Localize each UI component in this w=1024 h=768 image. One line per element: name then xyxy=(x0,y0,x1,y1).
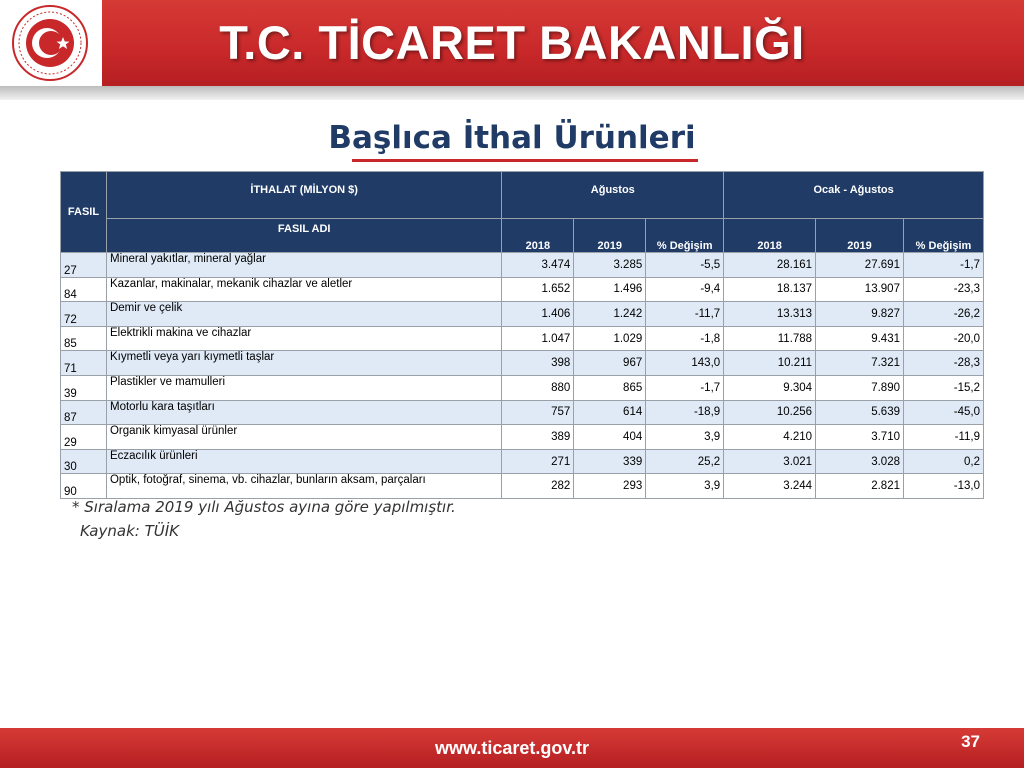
section-title-underline xyxy=(352,159,698,162)
section-title: Başlıca İthal Ürünleri xyxy=(328,120,696,156)
header-fasil-name: FASIL ADI xyxy=(106,219,501,253)
header-ytd-2018: 2018 xyxy=(724,219,816,253)
cell-ytd-2019: 9.827 xyxy=(816,302,904,327)
header-ytd-change: % Değişim xyxy=(903,219,983,253)
cell-code: 87 xyxy=(61,400,107,425)
cell-ytd-2019: 13.907 xyxy=(816,277,904,302)
header-group-jan-aug: Ocak - Ağustos xyxy=(724,172,984,219)
cell-ytd-2018: 3.244 xyxy=(724,474,816,499)
cell-ytd-change: -13,0 xyxy=(903,474,983,499)
table-row xyxy=(61,253,984,278)
cell-aug-2019: 614 xyxy=(574,400,646,425)
cell-ytd-change: -28,3 xyxy=(903,351,983,376)
cell-aug-2019: 404 xyxy=(574,425,646,450)
cell-aug-2019: 339 xyxy=(574,449,646,474)
header-aug-change: % Değişim xyxy=(646,219,724,253)
cell-aug-change: 3,9 xyxy=(646,425,724,450)
table-row xyxy=(61,351,984,376)
page-number: 37 xyxy=(961,732,980,751)
cell-aug-2019: 1.496 xyxy=(574,277,646,302)
cell-name: Eczacılık ürünleri xyxy=(106,449,501,474)
cell-aug-2018: 757 xyxy=(502,400,574,425)
cell-ytd-2018: 9.304 xyxy=(724,375,816,400)
cell-ytd-2019: 5.639 xyxy=(816,400,904,425)
cell-aug-change: -18,9 xyxy=(646,400,724,425)
ministry-seal-icon xyxy=(5,3,95,83)
cell-aug-2019: 1.029 xyxy=(574,326,646,351)
cell-name: Plastikler ve mamulleri xyxy=(106,375,501,400)
cell-ytd-2018: 10.256 xyxy=(724,400,816,425)
cell-code: 39 xyxy=(61,375,107,400)
cell-aug-2018: 389 xyxy=(502,425,574,450)
table-row xyxy=(61,302,984,327)
cell-ytd-2018: 11.788 xyxy=(724,326,816,351)
cell-ytd-2018: 10.211 xyxy=(724,351,816,376)
imports-table xyxy=(60,171,984,499)
cell-ytd-2019: 7.321 xyxy=(816,351,904,376)
footnote: * Sıralama 2019 yılı Ağustos ayına göre yapılmıştır. xyxy=(72,498,456,516)
cell-ytd-change: -11,9 xyxy=(903,425,983,450)
header-fasil: FASIL xyxy=(61,172,107,253)
cell-ytd-change: -20,0 xyxy=(903,326,983,351)
cell-ytd-change: -15,2 xyxy=(903,375,983,400)
cell-aug-2018: 271 xyxy=(502,449,574,474)
cell-code: 71 xyxy=(61,351,107,376)
footer-url[interactable]: www.ticaret.gov.tr xyxy=(434,738,590,758)
cell-name: Organik kimyasal ürünler xyxy=(106,425,501,450)
header-ytd-2019: 2019 xyxy=(816,219,904,253)
cell-aug-2019: 3.285 xyxy=(574,253,646,278)
cell-aug-2018: 398 xyxy=(502,351,574,376)
cell-aug-2018: 282 xyxy=(502,474,574,499)
cell-aug-2019: 865 xyxy=(574,375,646,400)
header-aug-2019: 2019 xyxy=(574,219,646,253)
cell-ytd-change: -26,2 xyxy=(903,302,983,327)
cell-ytd-2018: 4.210 xyxy=(724,425,816,450)
cell-aug-change: -11,7 xyxy=(646,302,724,327)
cell-aug-change: -1,8 xyxy=(646,326,724,351)
cell-ytd-2018: 3.021 xyxy=(724,449,816,474)
cell-code: 27 xyxy=(61,253,107,278)
footer-bar xyxy=(0,728,1024,768)
cell-ytd-2018: 18.137 xyxy=(724,277,816,302)
cell-aug-2018: 1.652 xyxy=(502,277,574,302)
source-note: Kaynak: TÜİK xyxy=(80,522,179,540)
cell-aug-change: -1,7 xyxy=(646,375,724,400)
cell-ytd-2018: 28.161 xyxy=(724,253,816,278)
cell-ytd-2019: 3.710 xyxy=(816,425,904,450)
cell-code: 72 xyxy=(61,302,107,327)
cell-aug-2018: 1.406 xyxy=(502,302,574,327)
cell-name: Kazanlar, makinalar, mekanik cihazlar ve aletler xyxy=(106,277,501,302)
cell-ytd-change: -1,7 xyxy=(903,253,983,278)
cell-ytd-2018: 13.313 xyxy=(724,302,816,327)
cell-aug-change: 3,9 xyxy=(646,474,724,499)
cell-name: Elektrikli makina ve cihazlar xyxy=(106,326,501,351)
table-row xyxy=(61,375,984,400)
header-divider xyxy=(0,86,1024,100)
cell-code: 90 xyxy=(61,474,107,499)
table-row xyxy=(61,400,984,425)
cell-ytd-change: 0,2 xyxy=(903,449,983,474)
cell-name: Optik, fotoğraf, sinema, vb. cihazlar, bunların aksam, parçaları xyxy=(106,474,501,499)
cell-name: Motorlu kara taşıtları xyxy=(106,400,501,425)
cell-ytd-2019: 27.691 xyxy=(816,253,904,278)
table-row xyxy=(61,449,984,474)
cell-aug-2019: 967 xyxy=(574,351,646,376)
table-row xyxy=(61,277,984,302)
header-imports-title: İTHALAT (MİLYON $) xyxy=(106,172,501,219)
cell-aug-2018: 880 xyxy=(502,375,574,400)
header-group-august: Ağustos xyxy=(502,172,724,219)
table-row xyxy=(61,425,984,450)
cell-code: 85 xyxy=(61,326,107,351)
logo-container xyxy=(0,0,102,86)
cell-aug-change: -5,5 xyxy=(646,253,724,278)
cell-aug-2019: 293 xyxy=(574,474,646,499)
cell-aug-change: 25,2 xyxy=(646,449,724,474)
cell-ytd-2019: 9.431 xyxy=(816,326,904,351)
header-aug-2018: 2018 xyxy=(502,219,574,253)
cell-ytd-2019: 7.890 xyxy=(816,375,904,400)
cell-ytd-2019: 2.821 xyxy=(816,474,904,499)
cell-aug-2018: 1.047 xyxy=(502,326,574,351)
cell-name: Mineral yakıtlar, mineral yağlar xyxy=(106,253,501,278)
page-title: T.C. TİCARET BAKANLIĞI xyxy=(219,16,805,69)
cell-aug-change: -9,4 xyxy=(646,277,724,302)
table-row xyxy=(61,326,984,351)
cell-code: 29 xyxy=(61,425,107,450)
cell-code: 30 xyxy=(61,449,107,474)
cell-aug-2019: 1.242 xyxy=(574,302,646,327)
cell-name: Demir ve çelik xyxy=(106,302,501,327)
cell-ytd-2019: 3.028 xyxy=(816,449,904,474)
cell-aug-2018: 3.474 xyxy=(502,253,574,278)
cell-code: 84 xyxy=(61,277,107,302)
cell-aug-change: 143,0 xyxy=(646,351,724,376)
table-row xyxy=(61,474,984,499)
cell-ytd-change: -45,0 xyxy=(903,400,983,425)
cell-name: Kıymetli veya yarı kıymetli taşlar xyxy=(106,351,501,376)
cell-ytd-change: -23,3 xyxy=(903,277,983,302)
